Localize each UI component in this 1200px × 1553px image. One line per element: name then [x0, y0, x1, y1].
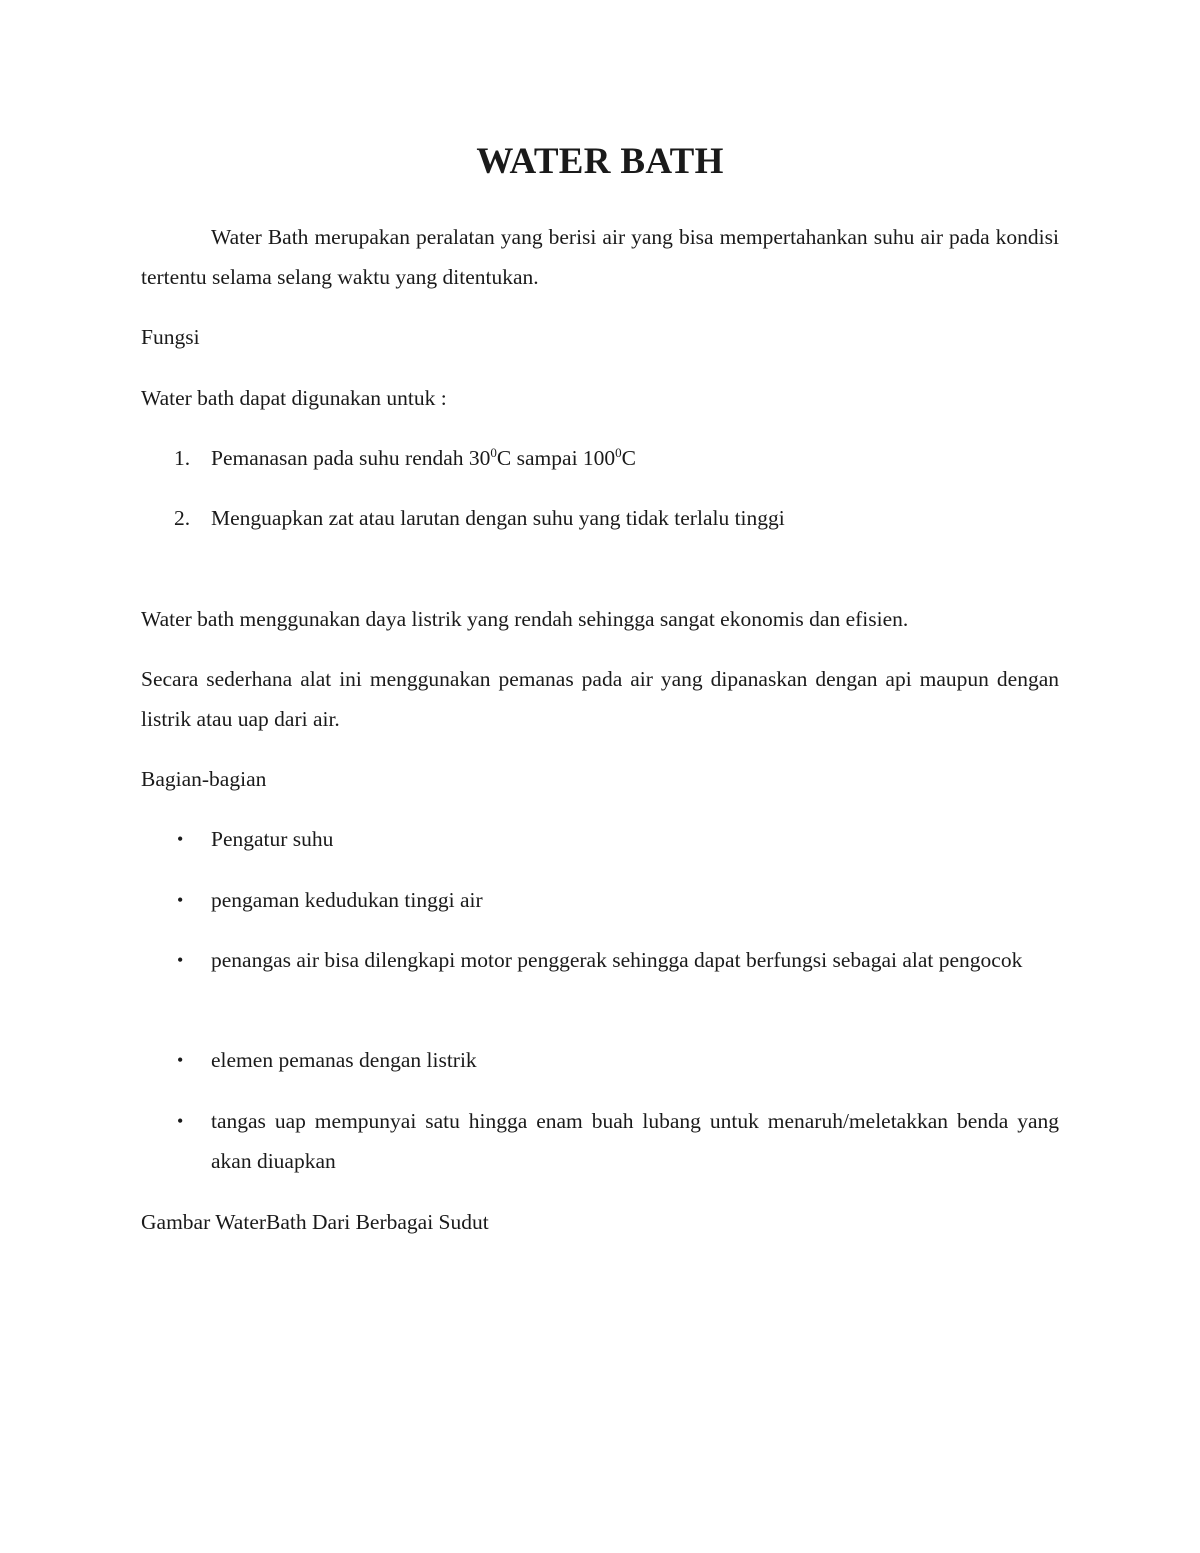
fungsi-list-item-1: [141, 438, 1059, 478]
bagian-list-item-5: [141, 1101, 1059, 1181]
document-title: WATER BATH: [476, 141, 724, 182]
daya-paragraph: Water bath menggunakan daya listrik yang rendah sehingga sangat ekonomis dan efisien.: [141, 607, 909, 631]
intro-paragraph: Water Bath merupakan peralatan yang berisi air yang bisa mempertahankan suhu air pada kondisi tertentu selama selang waktu yang ditentukan.: [141, 225, 1059, 289]
sederhana-paragraph: Secara sederhana alat ini menggunakan pemanas pada air yang dipanaskan dengan api maupun dengan listrik atau uap dari air.: [141, 667, 1059, 731]
superscript-degree: 0: [615, 444, 622, 460]
bagian-list-item-3: [141, 940, 1059, 980]
list-item-text: elemen pemanas dengan listrik: [211, 1048, 477, 1072]
bullet-icon: •: [177, 890, 184, 910]
fungsi-lead-text: Water bath dapat digunakan untuk :: [141, 386, 447, 410]
bullet-icon: •: [177, 950, 184, 970]
bullet-icon: •: [177, 1050, 184, 1070]
list-item-text: tangas uap mempunyai satu hingga enam buah lubang untuk menaruh/meletakkan benda yang akan diuapkan: [211, 1109, 1059, 1173]
gambar-caption: Gambar WaterBath Dari Berbagai Sudut: [141, 1210, 489, 1234]
superscript-degree: 0: [490, 444, 497, 460]
fungsi-list-item-2: [141, 498, 1059, 538]
list-item-text: penangas air bisa dilengkapi motor penggerak sehingga dapat berfungsi sebagai alat pengocok: [211, 948, 1023, 972]
list-number: 2.: [174, 506, 191, 530]
list-item-text: Pengatur suhu: [211, 827, 334, 851]
bullet-icon: •: [177, 1111, 184, 1131]
fungsi-heading: Fungsi: [141, 325, 200, 349]
bagian-list-item-1: [141, 819, 1059, 859]
list-number: 1.: [174, 446, 191, 470]
bagian-list-item-4: [141, 1040, 1059, 1080]
bagian-list-item-2: [141, 880, 1059, 920]
list-item-text: Pemanasan pada suhu rendah $30^0C$ sampai $100^0C$: [211, 444, 637, 470]
bagian-heading: Bagian-bagian: [141, 767, 267, 791]
list-item-text: pengaman kedudukan tinggi air: [211, 888, 483, 912]
list-item-text: Menguapkan zat atau larutan dengan suhu yang tidak terlalu tinggi: [211, 506, 785, 530]
bullet-icon: •: [177, 829, 184, 849]
